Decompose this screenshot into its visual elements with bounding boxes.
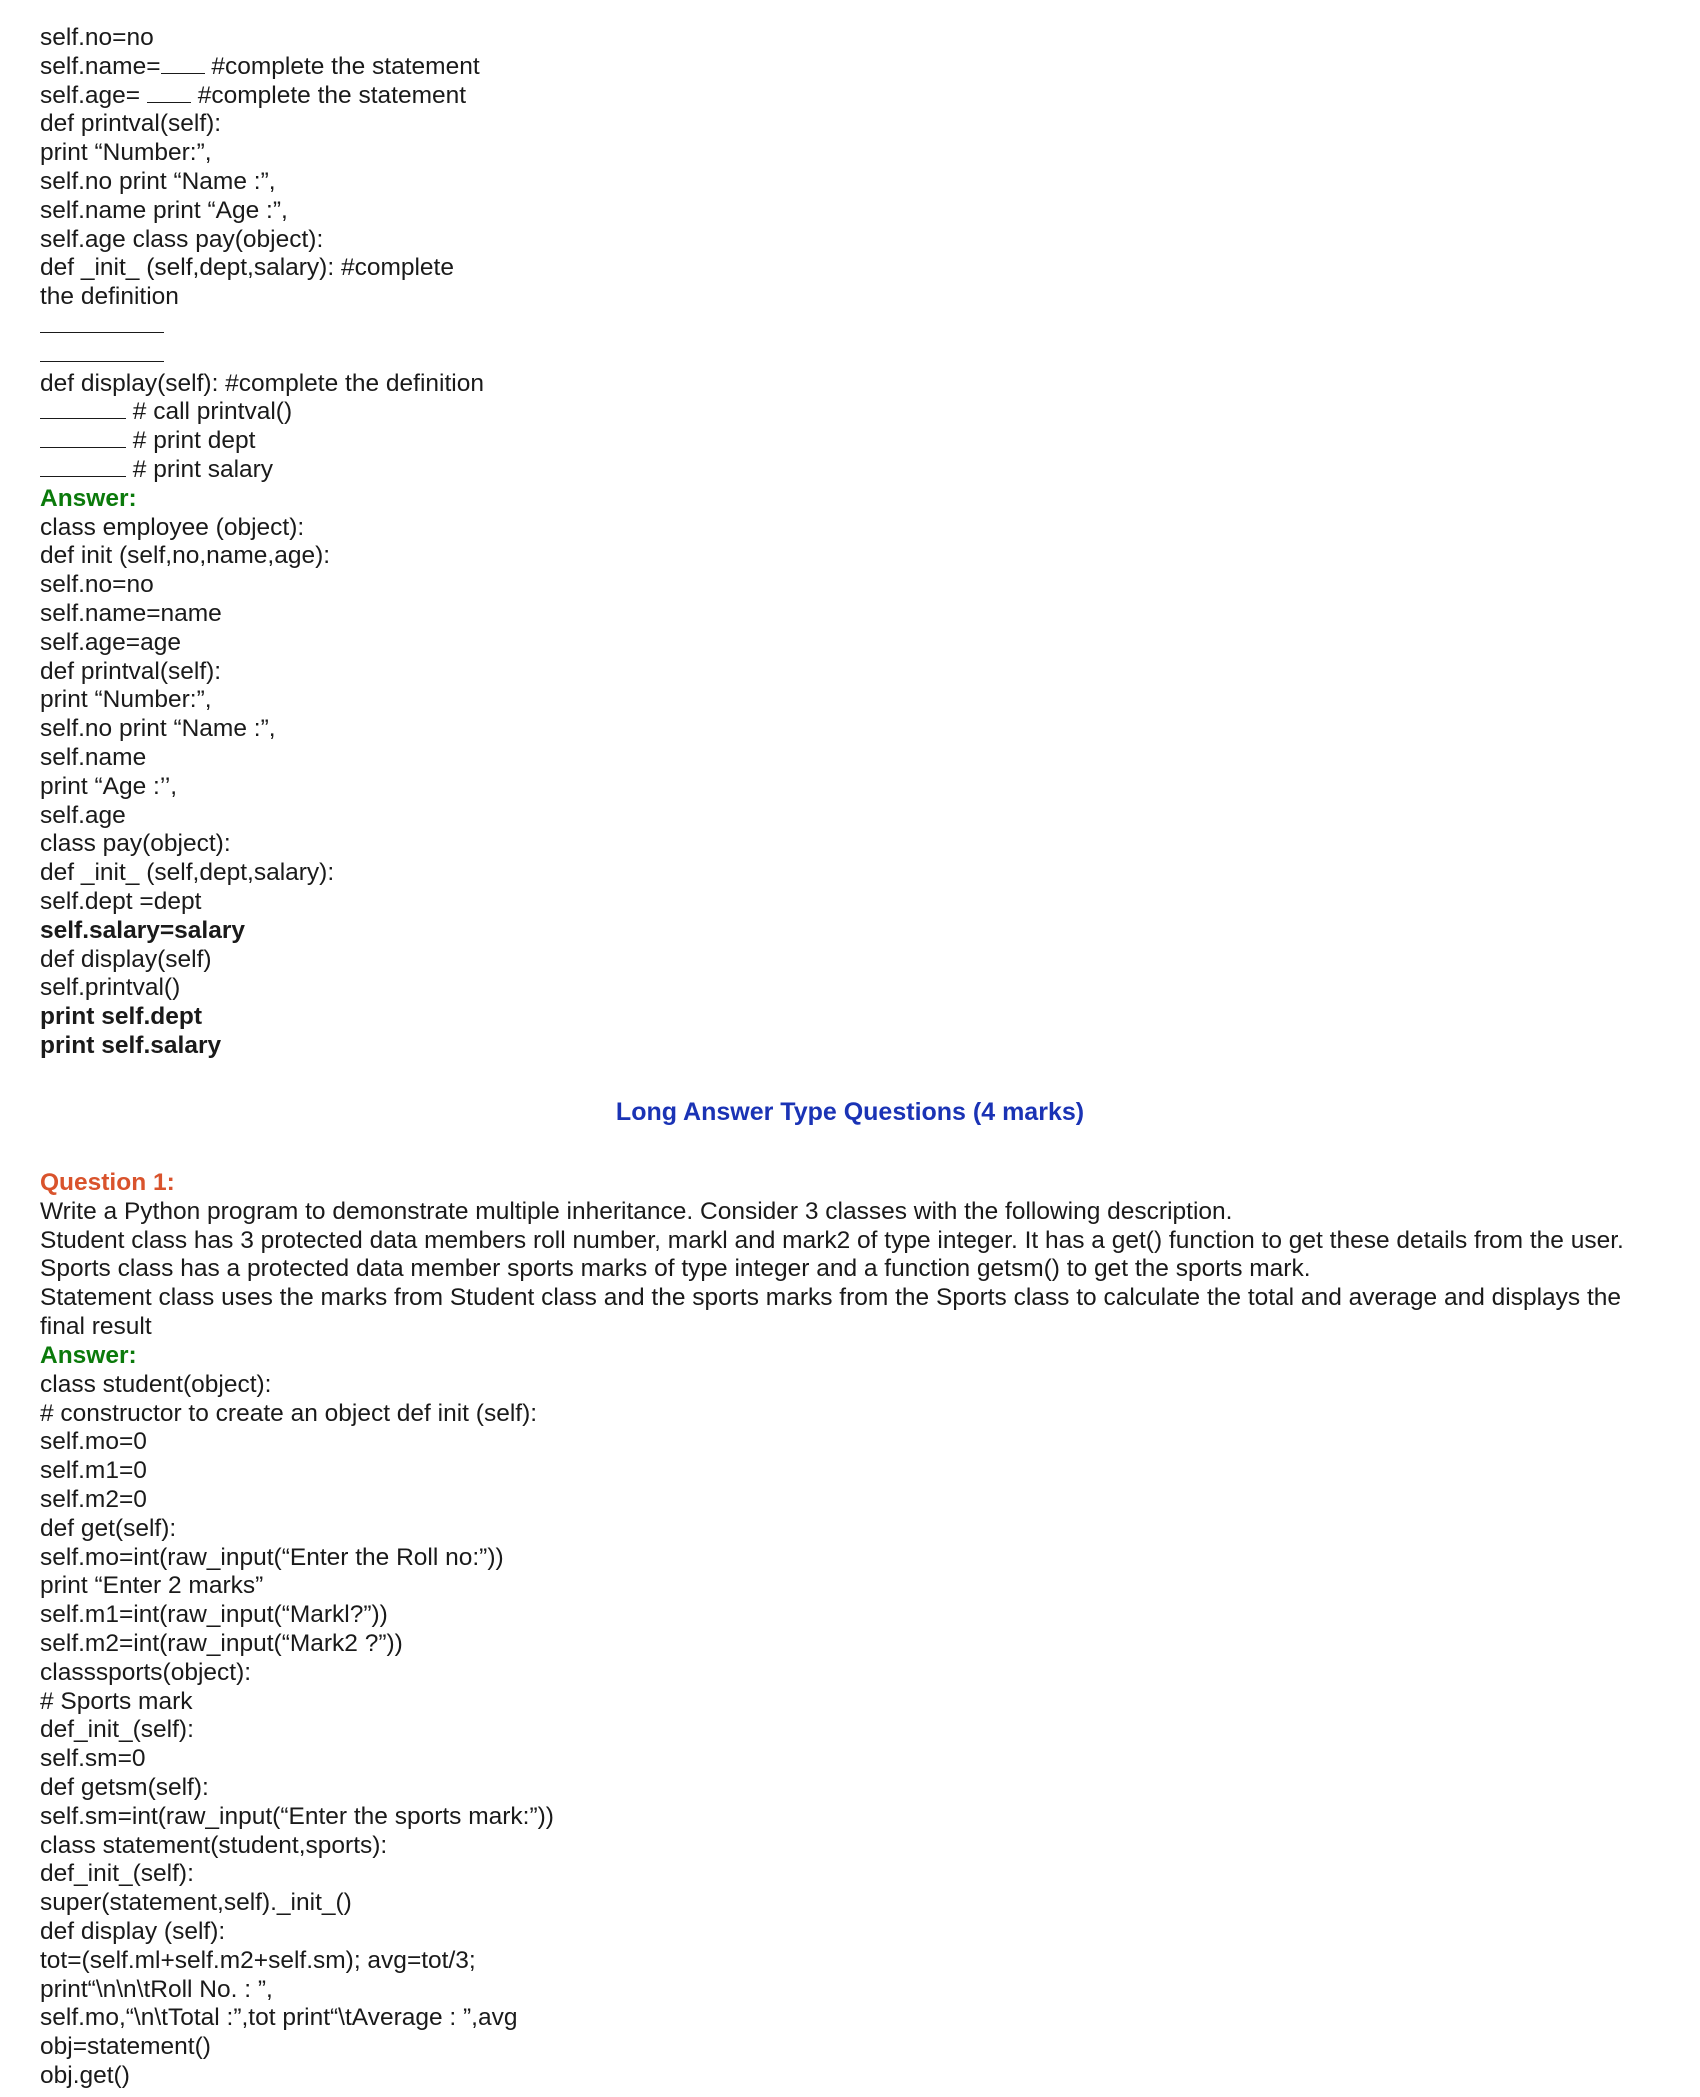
- code-line: def getsm(self):: [40, 1773, 209, 1801]
- incomplete-code-block: [40, 24, 1660, 485]
- code-line: print “Enter 2 marks”: [40, 1572, 264, 1600]
- code-line: class employee (object):: [40, 513, 305, 541]
- code-line: obj=statement(): [40, 2033, 211, 2061]
- code-line: [40, 456, 1660, 485]
- code-line: [40, 427, 1660, 456]
- fill-blank: [40, 341, 164, 362]
- code-line: self.m1=0: [40, 1457, 147, 1485]
- code-line: print “Number:”,: [40, 139, 212, 167]
- code-line: [40, 398, 1660, 427]
- code-line: print “Age :’’,: [40, 772, 178, 800]
- code-line: def get(self):: [40, 1514, 177, 1542]
- answer-2-block: [40, 1342, 1660, 2091]
- code-line: # constructor to create an object def init (self):: [40, 1399, 538, 1427]
- fill-blank: [161, 53, 205, 74]
- fill-blank: [40, 398, 126, 419]
- code-comment: # print dept: [126, 427, 256, 455]
- code-line: self.m2=int(raw_input(“Mark2 ?”)): [40, 1629, 403, 1657]
- code-line: self.no=no: [40, 571, 154, 599]
- code-line: class pay(object):: [40, 830, 231, 858]
- question-1-block: [40, 1169, 1660, 1342]
- code-line: def _init_ (self,dept,salary): #complete: [40, 254, 454, 282]
- code-line: def display(self): #complete the definition: [40, 369, 484, 397]
- code-line-bold: self.salary=salary: [40, 916, 246, 944]
- answer-label: Answer:: [40, 1342, 137, 1369]
- code-line: # Sports mark: [40, 1687, 193, 1715]
- code-line: the definition: [40, 283, 179, 311]
- code-line: [40, 82, 1660, 111]
- code-line: self.age: [40, 801, 126, 829]
- code-line: self.mo,“\n\tTotal :”,tot print“\tAverage : ”,avg: [40, 2004, 518, 2032]
- code-line-bold: print self.salary: [40, 1031, 222, 1059]
- code-line: [40, 53, 1660, 82]
- fill-blank: [40, 312, 164, 333]
- blank-line: [40, 312, 1660, 341]
- code-line: self.name print “Age :”,: [40, 196, 288, 224]
- question-text: Sports class has a protected data member sports marks of type integer and a function getsm() to get the sports mark.: [40, 1255, 1311, 1283]
- fill-blank: [40, 456, 126, 477]
- code-line: def printval(self):: [40, 657, 222, 685]
- code-line: def_init_(self):: [40, 1860, 194, 1888]
- answer-label: Answer:: [40, 484, 137, 512]
- code-line: self.age=age: [40, 628, 181, 656]
- fill-blank: [147, 82, 191, 103]
- code-line: print “Number:”,: [40, 686, 212, 714]
- code-line: print“\n\n\tRoll No. : ”,: [40, 1975, 273, 2003]
- code-line: def_init_(self):: [40, 1716, 194, 1744]
- code-line: obj.get(): [40, 2061, 130, 2089]
- code-line: def display(self): [40, 945, 212, 973]
- code-line: tot=(self.ml+self.m2+self.sm); avg=tot/3;: [40, 1946, 476, 1974]
- code-line: class student(object):: [40, 1370, 272, 1398]
- code-line: self.no print “Name :”,: [40, 167, 276, 195]
- code-comment: # print salary: [126, 455, 274, 483]
- code-line: self.no=no: [40, 24, 154, 51]
- code-line-bold: print self.dept: [40, 1003, 202, 1031]
- answer-1-block: [40, 485, 1660, 1061]
- code-text: self.name=: [40, 52, 161, 80]
- code-line: def printval(self):: [40, 110, 222, 138]
- code-line: self.dept =dept: [40, 887, 202, 915]
- code-line: classsports(object):: [40, 1658, 252, 1686]
- code-text: self.age=: [40, 81, 147, 109]
- code-line: self.no print “Name :”,: [40, 715, 276, 743]
- code-line: self.mo=0: [40, 1428, 147, 1456]
- code-line: self.name: [40, 743, 147, 771]
- code-comment: #complete the statement: [204, 52, 480, 80]
- blank-line: [40, 341, 1660, 370]
- code-line: def _init_ (self,dept,salary):: [40, 859, 335, 887]
- code-line: self.sm=0: [40, 1745, 146, 1773]
- code-line: self.age class pay(object):: [40, 225, 324, 253]
- code-line: self.mo=int(raw_input(“Enter the Roll no:”)): [40, 1543, 504, 1571]
- code-line: def display (self):: [40, 1917, 226, 1945]
- code-line: self.name=name: [40, 599, 222, 627]
- fill-blank: [40, 427, 126, 448]
- code-line: self.printval(): [40, 974, 181, 1002]
- question-text: Student class has 3 protected data members roll number, markl and mark2 of type integer. It has a get() function to get these details from the user.: [40, 1226, 1624, 1254]
- question-text: Statement class uses the marks from Student class and the sports marks from the Sports class to calculate the total and average and displays the final result: [40, 1284, 1622, 1340]
- code-comment: # call printval(): [126, 398, 293, 426]
- code-line: class statement(student,sports):: [40, 1831, 388, 1859]
- code-line: self.m1=int(raw_input(“Markl?”)): [40, 1601, 388, 1629]
- section-heading: Long Answer Type Questions (4 marks): [615, 1098, 1085, 1126]
- code-line: super(statement,self)._init_(): [40, 1889, 352, 1917]
- question-text: Write a Python program to demonstrate multiple inheritance. Consider 3 classes with the following description.: [40, 1197, 1233, 1225]
- code-comment: #complete the statement: [190, 81, 467, 109]
- code-line: self.sm=int(raw_input(“Enter the sports mark:”)): [40, 1802, 554, 1830]
- question-label: Question 1:: [40, 1169, 175, 1196]
- code-line: def init (self,no,name,age):: [40, 542, 331, 570]
- code-line: self.m2=0: [40, 1485, 147, 1513]
